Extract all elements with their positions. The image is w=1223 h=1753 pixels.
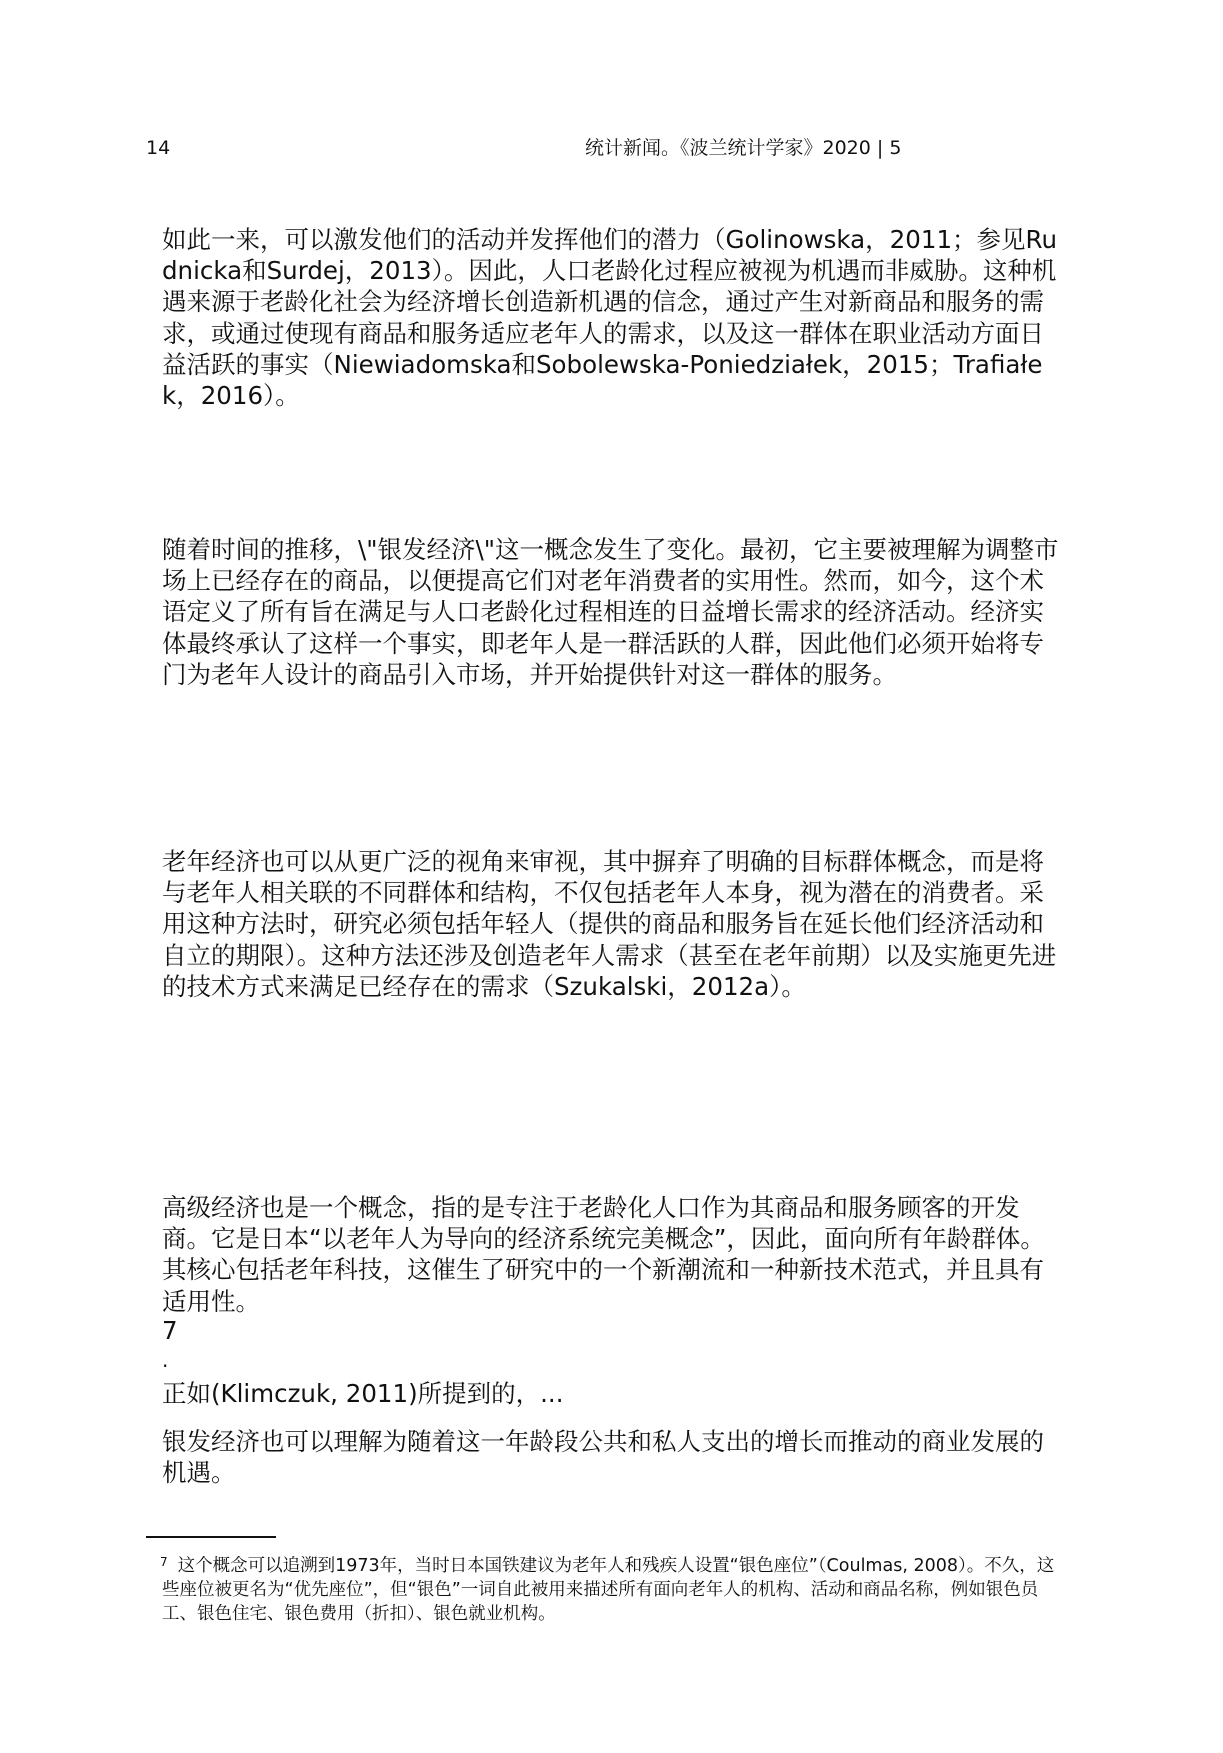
closing-paragraph: 银发经济也可以理解为随着这一年龄段公共和私人支出的增长而推动的商业发展的机遇。	[162, 1427, 1044, 1488]
paragraph-2: 随着时间的推移，\"银发经济\"这一概念发生了变化。最初，它主要被理解为调整市场上已经存在的商品，以便提高它们对老年消费者的实用性。然而，如今，这个术语定义了所有旨在满足与人口老龄化过程相连的日益增长需求的经济活动。经济实体最终承认了这样一个事实，即老年人是一群活跃的人群，因此他们必须开始将专门为老年人设计的商品引入市场，并开始提供针对这一群体的服务。	[162, 535, 1059, 689]
footnote-reference[interactable]: 7	[162, 1316, 178, 1345]
footnote	[162, 1550, 1062, 1626]
footnote-text: 这个概念可以追溯到1973年，当时日本国铁建议为老年人和残疾人设置“银色座位”（Coulmas, 2008）。不久，这些座位被更名为“优先座位”，但“银色”一词自此被用来描述所有面向老年人的机构、活动和商品名称，例如银色员工、银色住宅、银色费用（折扣）、银色就业机构。	[162, 1556, 1055, 1624]
paragraph-3: 老年经济也可以从更广泛的视角来审视，其中摒弃了明确的目标群体概念，而是将与老年人相关联的不同群体和结构，不仅包括老年人本身，视为潜在的消费者。采用这种方法时，研究必须包括年轻人（提供的商品和服务旨在延长他们经济活动和自立的期限）。这种方法还涉及创造老年人需求（甚至在老年前期）以及实施更先进的技术方式来满足已经存在的需求（Szukalski，2012a）。	[162, 847, 1057, 1001]
footnote-separator	[146, 1536, 276, 1538]
footnote-reference-dot: .	[162, 1348, 169, 1372]
footnote-number: 7	[160, 1555, 168, 1569]
running-header: 统计新闻。《波兰统计学家》2020 | 5	[585, 137, 902, 159]
page-number: 14	[146, 137, 171, 159]
paragraph-4: 高级经济也是一个概念，指的是专注于老龄化人口作为其商品和服务顾客的开发商。它是日本“以老年人为导向的经济系统完美概念”，因此，面向所有年龄群体。其核心包括老年科技，这催生了研究中的一个新潮流和一种新技术范式，并且具有适用性。	[162, 1193, 1045, 1316]
citation-line: 正如(Klimczuk, 2011)所提到的，...	[162, 1379, 564, 1408]
paragraph-1: 如此一来，可以激发他们的活动并发挥他们的潜力（Golinowska，2011；参见Rudnicka和Surdej，2013）。因此，人口老龄化过程应被视为机遇而非威胁。这种机遇来源于老龄化社会为经济增长创造新机遇的信念，通过产生对新商品和服务的需求，或通过使现有商品和服务适应老年人的需求，以及这一群体在职业活动方面日益活跃的事实（Niewiadomska和Sobolewska-Poniedziałek，2015；Trafiałek，2016）。	[162, 225, 1057, 411]
